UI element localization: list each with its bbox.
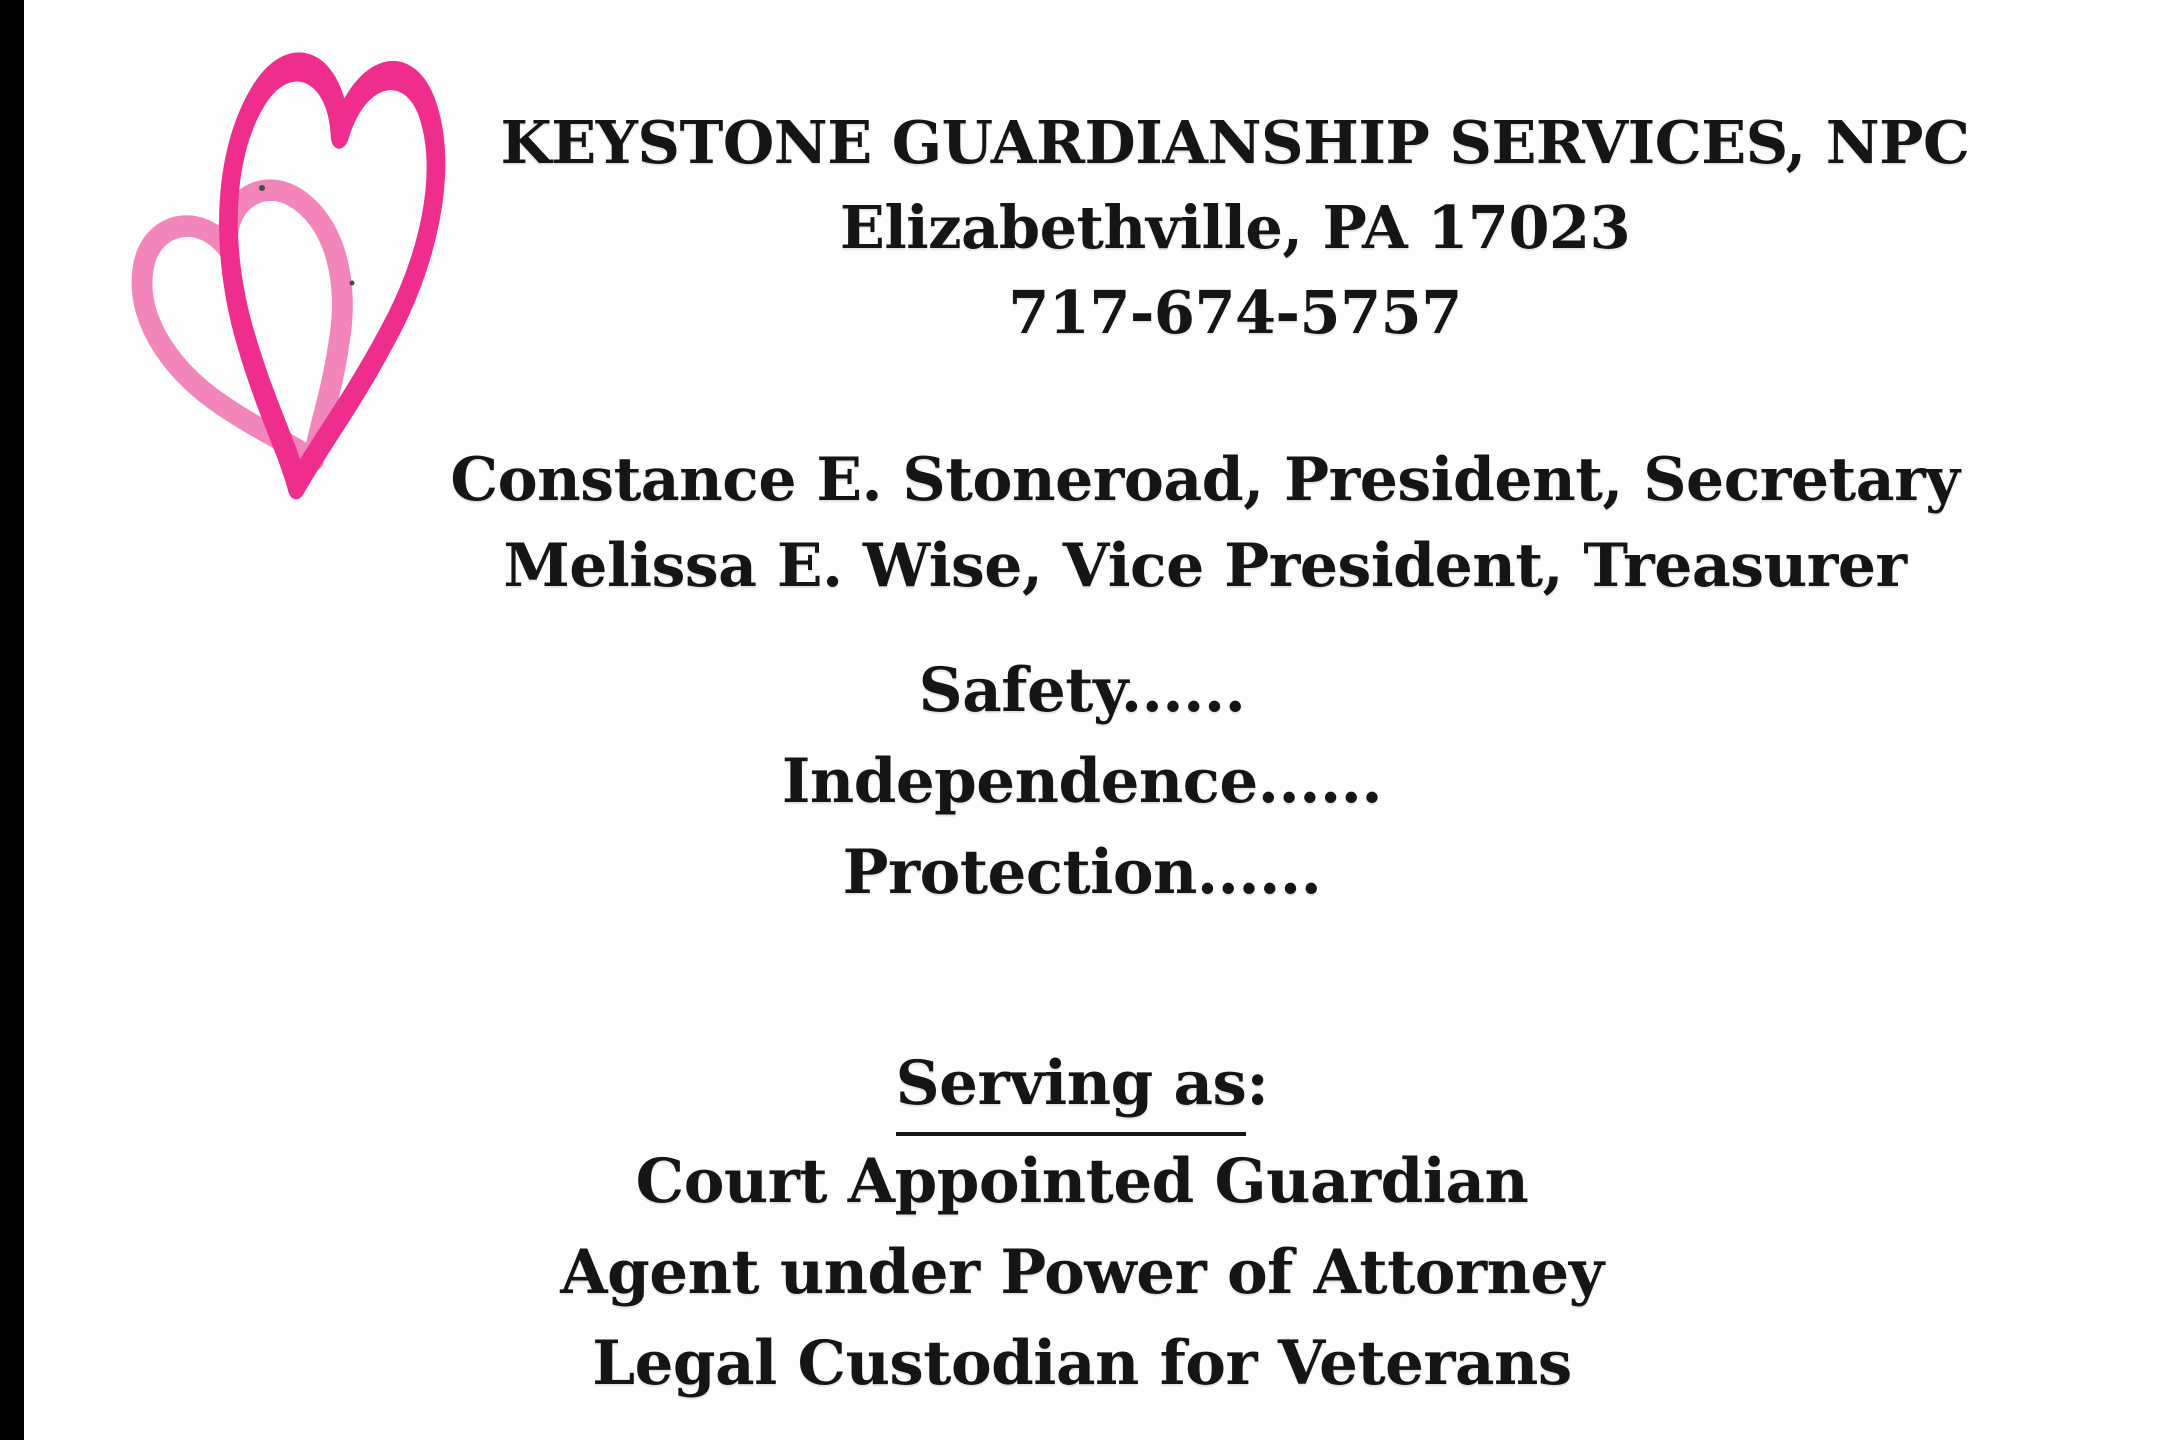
serving-heading — [24, 1038, 2140, 1136]
org-phone: 717-674-5757 — [1008, 278, 1462, 347]
officers-block — [250, 437, 2160, 609]
serving-heading-underline: Serving as — [896, 1038, 1247, 1136]
serving-item-poa: Agent under Power of Attorney — [560, 1237, 1604, 1308]
serving-heading-colon: : — [1246, 1048, 1269, 1119]
left-black-bar — [0, 0, 24, 1440]
value-safety: Safety...... — [918, 655, 1246, 726]
value-protection: Protection...... — [842, 837, 1322, 908]
officer-line-2: Melissa E. Wise, Vice President, Treasurer — [503, 531, 1907, 601]
serving-item-guardian: Court Appointed Guardian — [635, 1146, 1529, 1217]
header-block — [310, 100, 2160, 355]
org-location: Elizabethville, PA 17023 — [839, 193, 1631, 262]
values-block — [24, 645, 2140, 918]
value-independence: Independence...... — [781, 746, 1383, 817]
ink-speck — [259, 185, 265, 191]
serving-item-veterans: Legal Custodian for Veterans — [592, 1328, 1572, 1399]
officer-line-1: Constance E. Stoneroad, President, Secretary — [450, 445, 1960, 515]
serving-block — [24, 1038, 2140, 1409]
org-name: KEYSTONE GUARDIANSHIP SERVICES, NPC — [500, 108, 1970, 177]
